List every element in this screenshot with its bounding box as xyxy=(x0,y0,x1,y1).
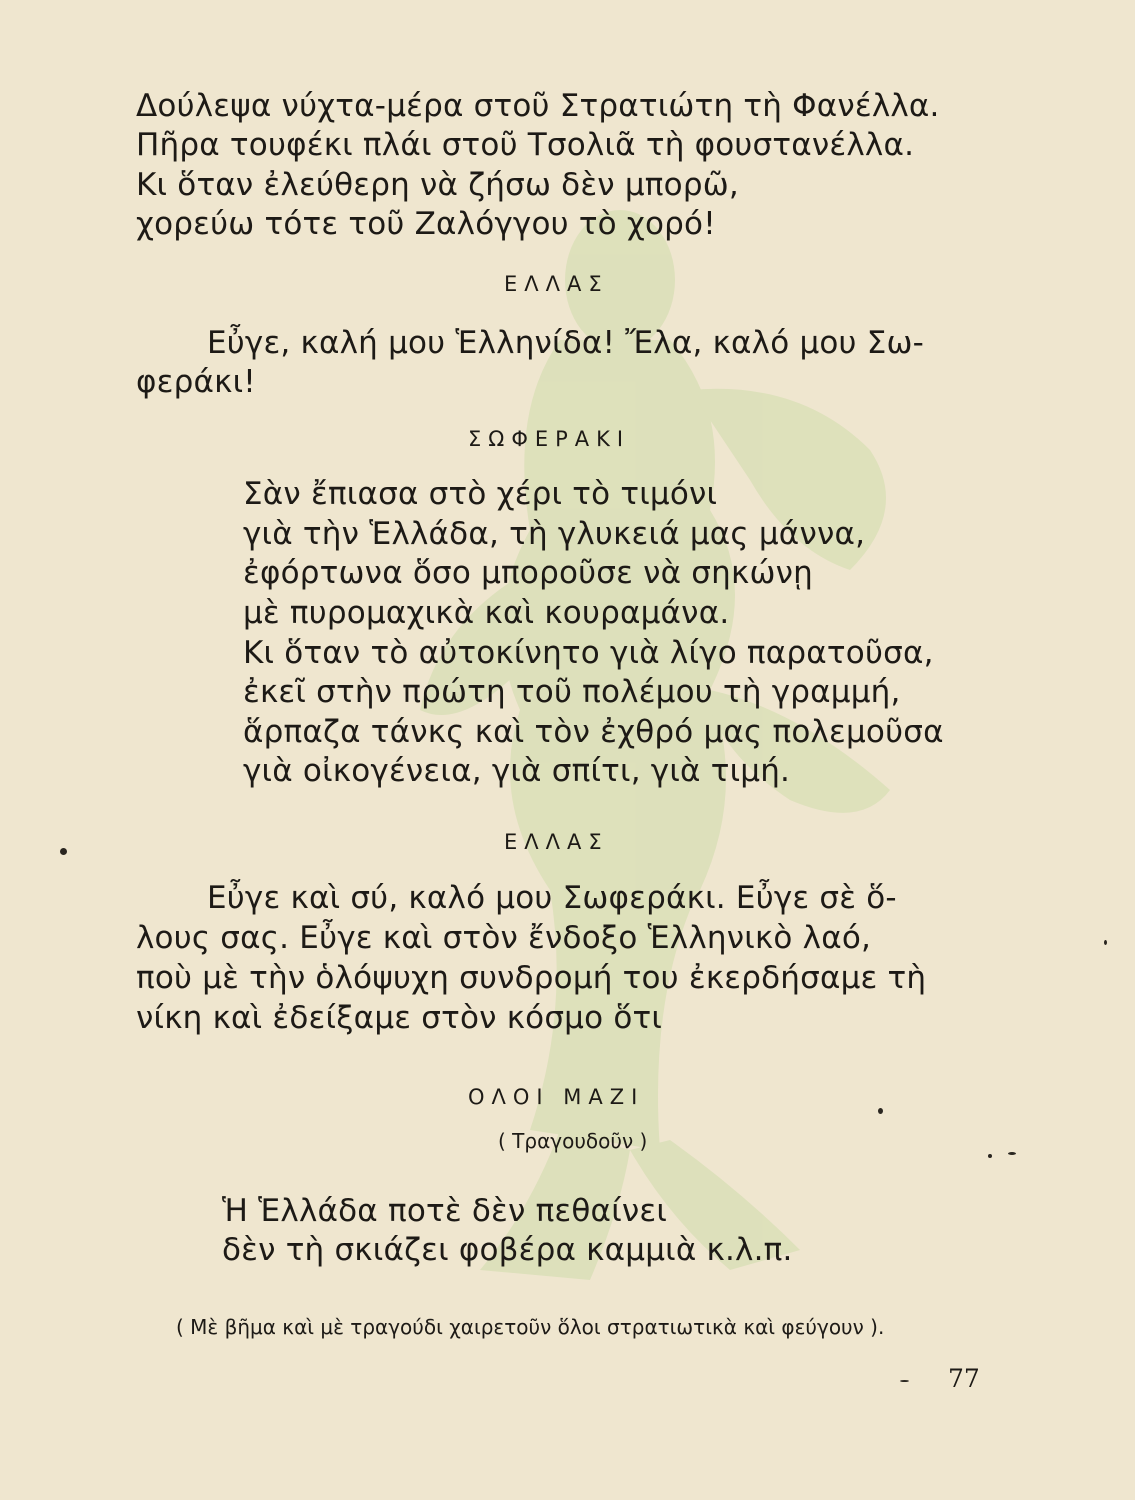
ink-speck xyxy=(1104,940,1107,945)
page-number: 77 xyxy=(948,1364,980,1393)
speaker-name: ΕΛΛΑΣ xyxy=(504,830,609,854)
verse-line: χορεύω τότε τοῦ Ζαλόγγου τὸ χορό! xyxy=(136,206,716,242)
verse-line: δὲν τὴ σκιάζει φοβέρα καμμιὰ κ.λ.π. xyxy=(222,1232,793,1268)
verse-line: Δούλεψα νύχτα-μέρα στοῦ Στρατιώτη τὴ Φανέλλα. xyxy=(136,88,940,124)
verse-line: Πῆρα τουφέκι πλάι στοῦ Τσολιᾶ τὴ φουστανέλλα. xyxy=(136,127,915,163)
verse-line: Κι ὅταν τὸ αὐτοκίνητο γιὰ λίγο παρατοῦσα, xyxy=(243,635,934,671)
speech-line: ποὺ μὲ τὴν ὁλόψυχη συνδρομή του ἐκερδήσαμε τὴ xyxy=(136,960,927,996)
verse-line: Κι ὅταν ἐλεύθερη νὰ ζήσω δὲν μπορῶ, xyxy=(136,167,739,203)
ink-speck xyxy=(878,1108,883,1114)
verse-line: γιὰ τὴν Ἑλλάδα, τὴ γλυκειά μας μάννα, xyxy=(243,516,866,552)
ink-speck xyxy=(60,848,67,855)
speech-line: νίκη καὶ ἐδείξαμε στὸν κόσμο ὅτι xyxy=(136,1000,663,1036)
speaker-name: ΟΛΟΙ ΜΑΖΙ xyxy=(468,1085,645,1109)
ink-speck xyxy=(900,1380,909,1382)
ink-speck xyxy=(988,1154,992,1158)
verse-line: ἐφόρτωνα ὅσο μποροῦσε νὰ σηκώνῃ xyxy=(243,555,813,591)
speech-line: Εὖγε, καλή μου Ἑλληνίδα! Ἔλα, καλό μου Σω- xyxy=(207,325,925,361)
verse-line: ἅρπαζα τάνκς καὶ τὸν ἐχθρό μας πολεμοῦσα xyxy=(243,714,944,750)
speech-line: φεράκι! xyxy=(136,364,256,400)
verse-line: Ἡ Ἑλλάδα ποτὲ δὲν πεθαίνει xyxy=(222,1193,668,1229)
stage-direction: ( Τραγουδοῦν ) xyxy=(498,1129,648,1153)
speaker-name: ΣΩΦΕΡΑΚΙ xyxy=(468,427,631,451)
verse-line: ἐκεῖ στὴν πρώτη τοῦ πολέμου τὴ γραμμή, xyxy=(243,674,901,710)
verse-line: Σὰν ἔπιασα στὸ χέρι τὸ τιμόνι xyxy=(243,476,718,512)
verse-line: μὲ πυρομαχικὰ καὶ κουραμάνα. xyxy=(243,595,730,631)
speaker-name: ΕΛΛΑΣ xyxy=(504,272,609,296)
verse-line: γιὰ οἰκογένεια, γιὰ σπίτι, γιὰ τιμή. xyxy=(243,753,791,789)
speech-line: λους σας. Εὖγε καὶ στὸν ἔνδοξο Ἑλληνικὸ λαό, xyxy=(136,920,872,956)
ink-speck xyxy=(1008,1152,1016,1155)
speech-line: Εὖγε καὶ σύ, καλό μου Σωφεράκι. Εὖγε σὲ ὅ- xyxy=(207,880,897,916)
stage-direction: ( Μὲ βῆμα καὶ μὲ τραγούδι χαιρετοῦν ὅλοι στρατιωτικὰ καὶ φεύγουν ). xyxy=(176,1315,885,1339)
